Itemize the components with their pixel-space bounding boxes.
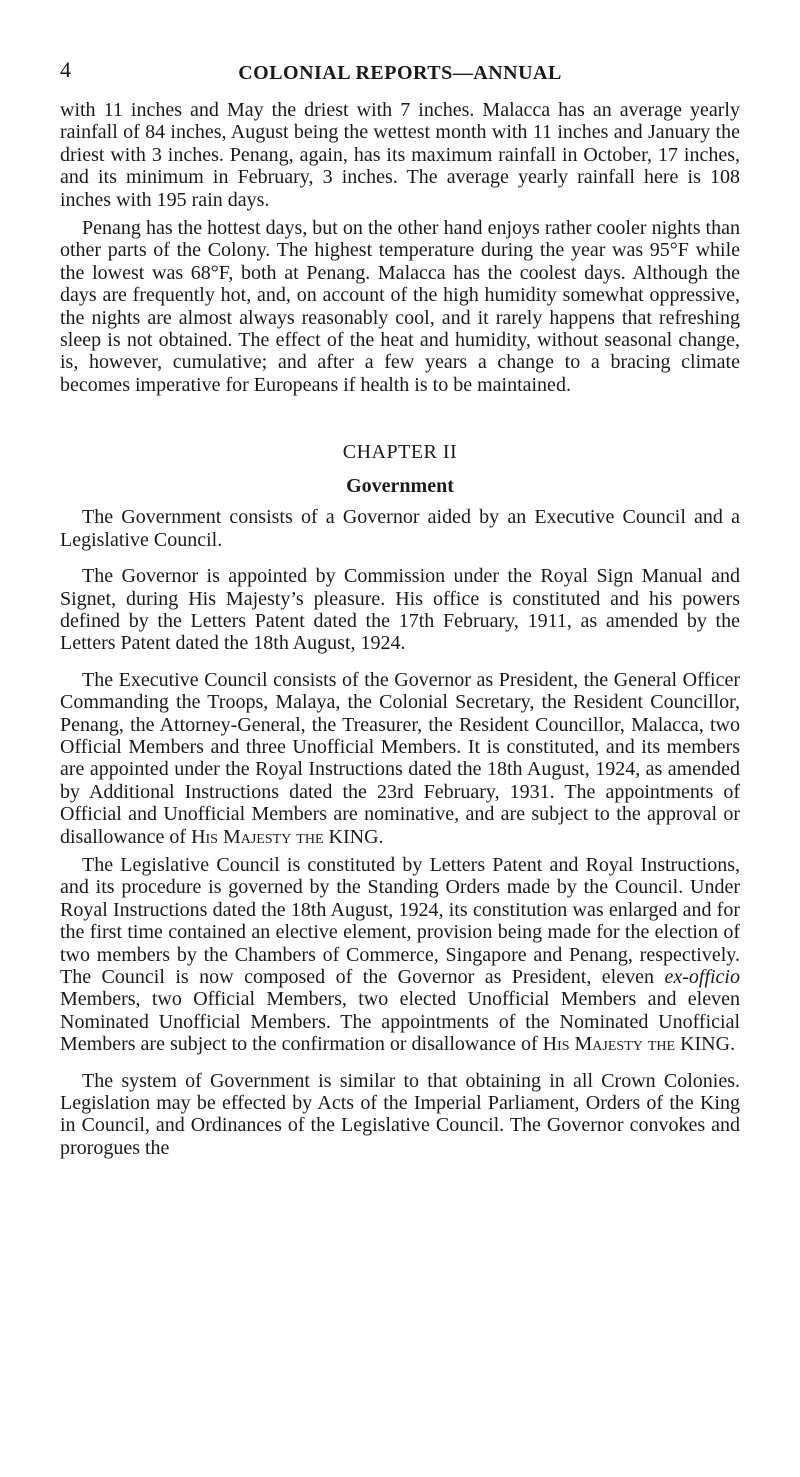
paragraph-government-composition: The Government consists of a Governor aided by an Executive Council and a Legislative Council.	[60, 506, 740, 551]
section-heading: Government	[346, 475, 454, 498]
his-majesty-text-2: His Majesty the	[542, 1033, 676, 1056]
body-text	[60, 99, 740, 1159]
executive-council-text: The Executive Council consists of the Governor as President, the General Officer Commanding the Troops, Malaya, the Colonial Secretary, the Resident Councillor, Penang, the Attorney-General, the Treasurer, the Resident Councillor, Malacca, two Official Members and three Unofficial Members. It is constituted, and its members are appointed under the Royal Instructions dated the 18th August, 1924, as amended by Additional Instructions dated the 23rd February, 1931. The appointments of Official and Unofficial Members are nominative, and are subject to the approval or disallowance of	[60, 668, 740, 848]
king-text-2: KING.	[680, 1033, 736, 1056]
paragraph-system-of-government: The system of Government is similar to that obtaining in all Crown Colonies. Legislation may be effected by Acts of the Imperial Parliament, Orders of the King in Council, and Ordinances of the Legislative Council. The Governor convokes and prorogues the	[60, 1069, 740, 1159]
running-head: COLONIAL REPORTS—ANNUAL	[238, 62, 562, 84]
legislative-council-text: The Legislative Council is constituted by Letters Patent and Royal Instructions, and its procedure is governed by the Standing Orders made by the Council. Under Royal Instructions dated the 18th August, 1924, its constitution was enlarged and for the first time contained an elective element, provision being made for the election of two members by the Chambers of Commerce, Singapore and Penang, respectively. The Council is now composed of the Governor as President, eleven	[60, 853, 740, 988]
paragraph-executive-council	[60, 669, 740, 848]
his-majesty-text: His Majesty the	[191, 825, 324, 848]
paragraph-temperature: Penang has the hottest days, but on the other hand enjoys rather cooler nights than other parts of the Colony. The highest temperature during the year was 95°F while the lowest was 68°F, both at Penang. Malacca has the coolest days. Although the days are frequently hot, and, on account of the high humidity somewhat oppressive, the nights are almost always reasonably cool, and it rarely happens that refreshing sleep is not obtained. The effect of the heat and humidity, without seasonal change, is, however, cumulative; and after a few years a change to a bracing climate becomes imperative for Europeans if health is to be maintained.	[60, 217, 740, 396]
legislative-council-text-cont: Members, two Official Members, two elected Unofficial Members and eleven Nominated Unofficial Members. The appointments of the Nominated Unofficial Members are subject to the confirmation or disallowance of	[60, 988, 740, 1056]
king-text: KING.	[328, 825, 384, 848]
ex-officio-text: ex-officio	[664, 966, 740, 988]
chapter-heading: CHAPTER II	[342, 441, 458, 464]
paragraph-rainfall: with 11 inches and May the driest with 7 inches. Malacca has an average yearly rainfall of 84 inches, August being the wettest month with 11 inches and January the driest with 3 inches. Penang, again, has its maximum rainfall in October, 17 inches, and its minimum in February, 3 inches. The average yearly rainfall here is 108 inches with 195 rain days.	[60, 99, 740, 211]
page-number: 4	[60, 57, 71, 82]
paragraph-governor: The Governor is appointed by Commission under the Royal Sign Manual and Signet, during His Majesty’s pleasure. His office is constituted and his powers defined by the Letters Patent dated the 17th February, 1911, as amended by the Letters Patent dated the 18th August, 1924.	[60, 565, 740, 655]
paragraph-legislative-council	[60, 854, 740, 1056]
